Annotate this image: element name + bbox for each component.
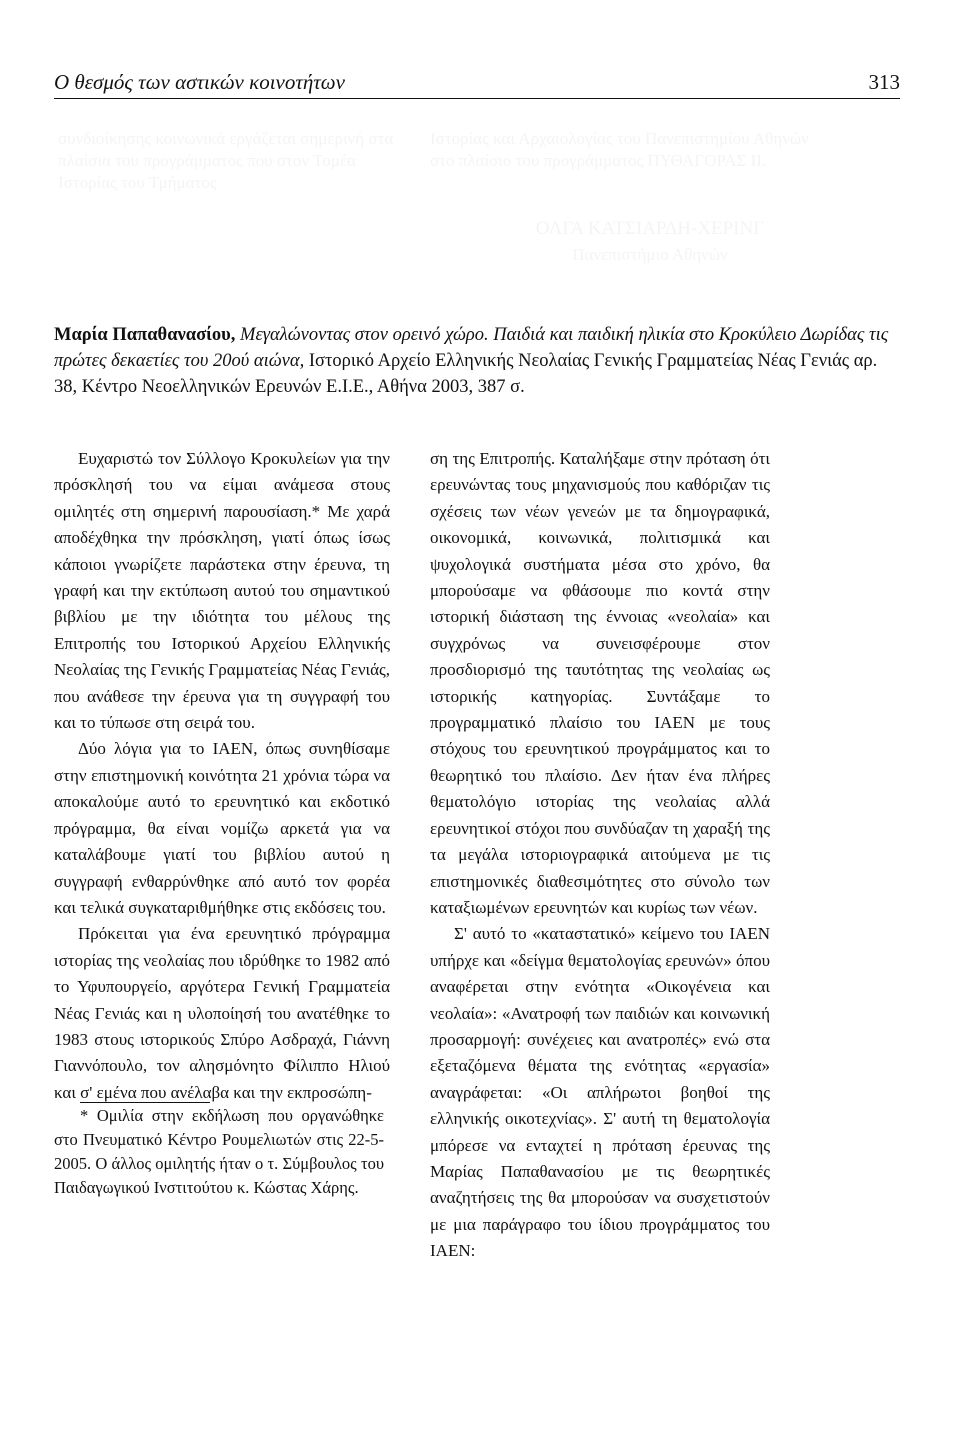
footnote-divider [80, 1102, 210, 1103]
footnote [54, 1104, 384, 1200]
faded-affiliation: Πανεπιστήμιο Αθηνών [572, 245, 728, 264]
paragraph: Ευχαριστώ τον Σύλλογο Κροκυλείων για την πρόσκλησή του να είμαι ανάμεσα στους ομιλητές στη σημερινή παρουσίαση.* Με χαρά αποδέχθηκα την πρόσκληση, γιατί όπως ίσως κάποιοι γνωρίζετε παράστεκα στην έρευνα, τη γραφή και την εκτύπωση αυτού του σημαντικού βιβλίου με την ιδιότητα του μέλους της Επιτροπής του Ιστορικού Αρχείου Ελληνικής Νεολαίας της Γενικής Γραμματείας Νέας Γενιάς, που ανάθεσε την έρευνα για τη συγγραφή του και το τύπωσε στη σειρά του. [54, 449, 390, 733]
running-header [54, 68, 900, 99]
faded-bleed-through-right: Ιστορίας και Αρχαιολογίας του Πανεπιστημίου Αθηνών στο πλαίσιο του προγράμματος ΠΥΘΑΓΟΡΑΣ ΙΙ. [430, 129, 809, 170]
footnote-text: * Ομιλία στην εκδήλωση που οργανώθηκε στο Πνευματικό Κέντρο Ρουμελιωτών στις 22-5-2005. Ο άλλος ομιλητής ήταν ο τ. Σύμβουλος του Παιδαγωγικού Ινστιτούτου κ. Κώστας Χάρης. [54, 1106, 384, 1197]
right-column [430, 446, 770, 1265]
page-number: 313 [868, 70, 900, 94]
running-title: Ο θεσμός των αστικών κοινοτήτων [54, 70, 345, 94]
left-column [54, 446, 390, 1106]
citation-author: Μαρία Παπαθανασίου, [54, 325, 236, 345]
book-citation [54, 322, 904, 400]
faded-bleed-through-left: συνδιοίκησης κοινωνικά εργάζεται σημερινή στα πλαίσια του προγράμματος που στον Τομέα Ιστορίας του Τμήματος [58, 129, 394, 192]
paragraph: ση της Επιτροπής. Καταλήξαμε στην πρόταση ότι ερευνώντας τους μηχανισμούς που καθόριζαν τις σχέσεις των νέων γενεών με τα δημογραφικά, οικονομικά, κοινωνικά, πολιτισμικά και ψυχολογικά συστήματα μέσα στο χρόνο, θα μπορούσαμε να φθάσουμε πιο κοντά στην ιστορική διάσταση της έννοιας «νεολαία» και συγχρόνως να συνεισφέρουμε στον προσδιορισμό της ταυτότητας της νεολαίας ως ιστορικής κατηγορίας. Συντάξαμε το προγραμματικό πλαίσιο του ΙΑΕΝ με τους στόχους του ερευνητικού προγράμματος και το θεωρητικό του πλαίσιο. Δεν ήταν ένα πλήρες θεματολόγιο ιστορίας της νεολαίας αλλά ερευνητικοί στόχοι που συνδύαζαν τη χαραξή της τα μεγάλα ιστοριογραφικά αιτούμενα με τις επιστημονικές διαθεσιμότητες στο σύνολο των καταξιωμένων ερευνητών και κυρίως των νέων. [430, 449, 770, 917]
paragraph: Δύο λόγια για το ΙΑΕΝ, όπως συνηθίσαμε στην επιστημονική κοινότητα 21 χρόνια τώρα να αποκαλούμε αυτό το ερευνητικό και εκδοτικό πρόγραμμα, θα είναι νομίζω αρκετά για να καταλάβουμε γιατί του βιβλίου αυτού η συγγραφή ενθαρρύνθηκε από αυτό τον φορέα και τελικά συγκαταριθμήθηκε στις εκδόσεις του. [54, 739, 390, 917]
paragraph: Πρόκειται για ένα ερευνητικό πρόγραμμα ιστορίας της νεολαίας που ιδρύθηκε το 1982 από το Υφυπουργείο, αργότερα Γενική Γραμματεία Νέας Γενιάς και η υλοποίησή του ανατέθηκε το 1983 στους ιστορικούς Σπύρο Ασδραχά, Γιάννη Γιαννόπουλο, τον αλησμόνητο Φίλιππο Ηλιού και σ' εμένα που ανέλαβα και την εκπροσώπη- [54, 924, 390, 1102]
paragraph: Σ' αυτό το «καταστατικό» κείμενο του ΙΑΕΝ υπήρχε και «δείγμα θεματολογίας ερευνών» όπου αναφέρεται στην ενότητα «Οικογένεια και νεολαία»: «Ανατροφή των παιδιών και κοινωνική προσαρμογή: συνέχειες και ανατροπές» ενώ στα εξεταζόμενα θέματα της ενότητας «εργασία» αναγράφεται: «Οι απλήρωτοι βοηθοί της ελληνικής οικοτεχνίας». Σ' αυτή τη θεματολογία μπόρεσε να ενταχτεί η πρόταση έρευνας της Μαρίας Παπαθανασίου με τις θεωρητικές αναζητήσεις της θα μπορούσαν να συσχετιστούν με μια παράγραφο του ίδιου προγράμματος του ΙΑΕΝ: [430, 924, 770, 1261]
faded-author-name: ΟΛΓΑ ΚΑΤΣΙΑΡΔΗ-ΧΕΡΙΝΓ [535, 218, 765, 239]
citation-publisher: Ιστορικό Αρχείο Ελληνικής Νεολαίας Γενικής Γραμματείας Νέας Γενιάς αρ. 38, Κέντρο Νεοελληνικών Ερευνών Ε.Ι.Ε., Αθήνα 2003, 387 σ. [54, 351, 878, 397]
citation-title: Μεγαλώνοντας στον ορεινό χώρο. Παιδιά και παιδική ηλικία στο Κροκύλειο Δωρίδας τις πρώτες δεκαετίες του 20ού αιώνα, [54, 325, 889, 371]
